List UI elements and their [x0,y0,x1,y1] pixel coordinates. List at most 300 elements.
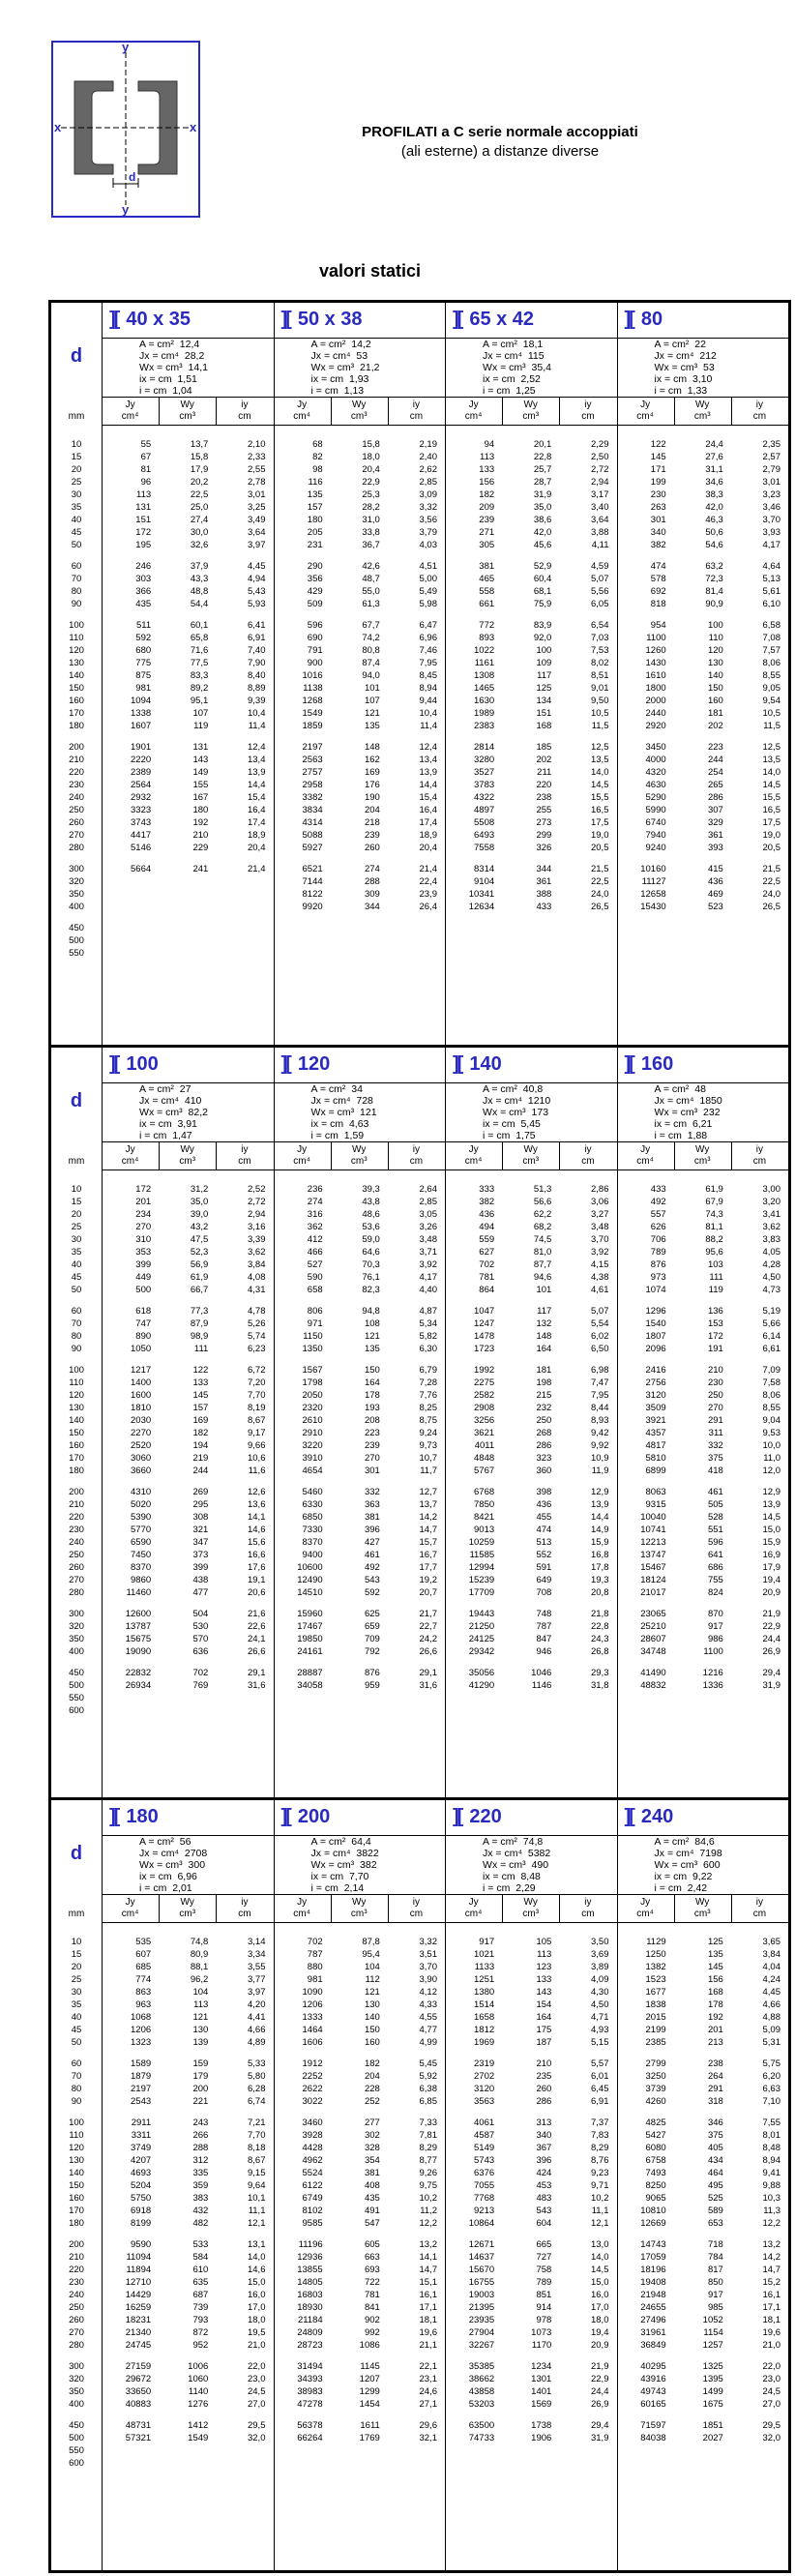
table-row [617,1196,789,1208]
col-header-symbol: Wy [180,400,194,410]
cell: 13,5 [590,755,609,765]
cell: 3,69 [590,1949,609,1960]
cell: 25,0 [190,502,209,513]
property-value: 2,29 [515,1882,536,1894]
cell: 3,62 [247,1247,266,1258]
cell: 5088 [302,830,323,841]
cell: 98,9 [190,1331,209,1342]
cell: 204 [364,805,380,815]
table-row [445,1692,617,1704]
profile-2 [445,303,618,1048]
table-row [445,560,617,573]
cell: 9,42 [590,1428,609,1438]
cell: 8,29 [590,2143,609,2153]
cell: 818 [650,599,666,609]
column-divider [216,1142,217,1170]
cell: 12,1 [590,2218,609,2229]
cell: 15,4 [419,792,437,803]
distance-value: 260 [69,1562,84,1573]
cell: 25,3 [362,489,380,500]
mm-label: mm [68,1156,85,1167]
cell: 7,28 [419,1377,437,1388]
cell: 47,5 [190,1234,209,1245]
table-row [102,720,274,732]
col-header-unit: cm [238,411,251,422]
cell: 92,0 [533,633,552,643]
cell: 88,2 [705,1234,723,1245]
cell: 3,70 [762,515,780,525]
cell: 266 [192,2130,209,2141]
property-value: 14,1 [188,362,208,373]
cell: 1100 [646,633,666,643]
col-header-symbol: Wy [180,1144,194,1155]
table-row [617,1330,789,1343]
table-row [445,1620,617,1633]
cell: 382 [479,1197,495,1207]
cell: 914 [536,2302,552,2313]
cell: 1540 [645,1318,666,1329]
table-row [274,501,446,514]
property-jx: Jx = cm⁴ 1210 [483,1095,551,1107]
static-values-table [48,300,791,2573]
profile-name [102,309,274,331]
cell: 817 [707,2265,723,2275]
table-row [445,1633,617,1645]
cell: 20,1 [533,439,552,450]
cell: 167 [192,792,209,803]
property-a: A = cm² 27 [139,1083,191,1095]
distance-value: 35 [71,1999,82,2010]
property-value: 2,42 [687,1882,708,1894]
cell: 2,94 [590,477,609,488]
cell: 4,94 [247,574,266,584]
cell: 461 [707,1487,723,1497]
col-header-wy [331,400,388,423]
table-row [102,1692,274,1704]
cell: 36849 [640,2340,666,2351]
cell: 627 [479,1247,495,1258]
distance-value: 250 [69,805,84,815]
cell: 136 [707,1306,723,1317]
property-value: 121 [360,1107,377,1118]
cell: 4587 [474,2130,495,2141]
cell: 17,7 [419,1562,437,1573]
cell: 323 [536,1453,552,1464]
cell: 13,7 [190,439,209,450]
cell: 9920 [302,902,323,912]
table-row [617,1414,789,1427]
cell: 10160 [640,864,666,874]
cell: 604 [536,2218,552,2229]
cell: 40295 [640,2361,666,2372]
table-row [445,922,617,934]
cell: 2270 [131,1428,152,1438]
table-row [617,1389,789,1402]
cell: 6,23 [247,1344,266,1354]
cell: 5390 [131,1512,152,1523]
table-row [445,2264,617,2276]
cell: 6,45 [590,2084,609,2094]
cell: 159 [192,2058,209,2069]
table-row [617,934,789,947]
cell: 94 [484,439,495,450]
table-row [102,573,274,585]
table-row [617,1973,789,1986]
cell: 2320 [302,1403,323,1413]
table-row [274,888,446,901]
cell: 5,00 [419,574,437,584]
table-row [102,1633,274,1645]
property-wx: Wx = cm³ 35,4 [483,362,551,373]
col-header-unit: cm³ [693,1909,711,1919]
cell: 87,4 [362,658,380,668]
table-row [445,2444,617,2457]
cell: 7,95 [590,1390,609,1401]
cell: 592 [364,1587,380,1598]
cell: 381 [479,561,495,572]
table-row [617,2205,789,2217]
property-wx: Wx = cm³ 21,2 [310,362,380,373]
cell: 61,3 [362,599,380,609]
cell: 326 [536,843,552,853]
distance-value: 180 [69,1466,84,1476]
cell: 14,1 [419,2252,437,2263]
table-row [617,2398,789,2411]
cell: 22,7 [419,1621,437,1632]
cell: 543 [536,2206,552,2216]
distance-value: 550 [69,948,84,959]
col-header-unit: cm⁴ [121,411,139,422]
cell: 24,1 [247,1634,266,1644]
cell: 31,8 [590,1680,609,1691]
cell: 15,0 [762,1525,780,1535]
cell: 210 [192,830,209,841]
table-row [445,1233,617,1246]
cell: 9065 [645,2193,666,2204]
cell: 15,6 [247,1537,266,1548]
cell: 303 [135,574,152,584]
property-i: i = cm 2,01 [139,1882,192,1894]
cell: 264 [707,2071,723,2082]
table-row [102,585,274,598]
cell: 76,1 [362,1272,380,1283]
property-value: 6,21 [692,1118,713,1130]
cell: 793 [192,2315,209,2325]
col-header-symbol: Wy [352,1897,367,1908]
cell: 3921 [645,1415,666,1426]
table-row [102,2167,274,2179]
col-header-iy [388,1897,445,1920]
cell: 5,75 [762,2058,780,2069]
cell: 27496 [640,2315,666,2325]
cell: 5664 [131,864,152,874]
cell: 6590 [131,1537,152,1548]
cell: 8,75 [419,1415,437,1426]
table-row [445,2339,617,2352]
table-row [617,1452,789,1465]
table-row [102,1511,274,1524]
cell: 7144 [302,876,323,887]
cell: 16,1 [419,2290,437,2300]
property-value: 212 [699,350,717,362]
cell: 618 [135,1306,152,1317]
cell: 34058 [297,1680,323,1691]
cell: 7,53 [590,645,609,656]
col-header-iy [559,1144,616,1168]
cell: 219 [192,1453,209,1464]
table-row [274,2373,446,2385]
cell: 1276 [188,2399,209,2410]
cell: 9,41 [762,2168,780,2178]
cell: 466 [307,1247,323,1258]
cell: 7768 [474,2193,495,2204]
cell: 12,7 [419,1487,437,1497]
cell: 748 [536,1609,552,1619]
channel-pair-icon: ][ [453,309,462,330]
cell: 6,38 [419,2084,437,2094]
cell: 2563 [302,755,323,765]
col-header-symbol: Jy [468,400,479,410]
cell: 15,4 [247,792,266,803]
cell: 2416 [645,1365,666,1376]
cell: 11,1 [248,2206,266,2216]
cell: 973 [650,1272,666,1283]
distance-value: 150 [69,1428,84,1438]
table-row [102,901,274,913]
cell: 5,92 [419,2071,437,2082]
profile-0 [102,1048,275,1800]
cell: 156 [707,1974,723,1985]
table-row [445,1586,617,1599]
cell: 1257 [702,2340,723,2351]
cell: 164 [364,1377,380,1388]
cell: 193 [364,1403,380,1413]
table-row [617,947,789,960]
cell: 113 [136,489,152,500]
property-value: 1850 [699,1095,722,1107]
cell: 7850 [474,1499,495,1510]
distance-value: 230 [69,780,84,790]
cell: 1807 [645,1331,666,1342]
cell: 4320 [645,767,666,778]
table-row [445,1402,617,1414]
cell: 917 [707,2290,723,2300]
cell: 6,96 [419,633,437,643]
cell: 3,48 [590,1222,609,1232]
cell: 436 [536,1499,552,1510]
cell: 48832 [640,1680,666,1691]
table-row [445,2142,617,2154]
col-header-symbol: iy [241,400,249,410]
col-header-jy [102,1144,159,1168]
cell: 9,01 [590,683,609,694]
table-row [445,2276,617,2289]
distance-value: 100 [69,2117,84,2128]
cell: 6,47 [419,620,437,631]
col-header-unit: cm³ [522,1909,540,1919]
cell: 22,9 [362,477,380,488]
distance-value: 400 [69,1646,84,1657]
cell: 18196 [640,2265,666,2275]
property-a: A = cm² 56 [139,1836,191,1848]
cell: 3311 [131,2130,152,2141]
table-row [617,657,789,669]
cell: 7,37 [590,2117,609,2128]
cell: 494 [479,1222,495,1232]
cell: 19,5 [247,2327,266,2338]
cell: 433 [650,1184,666,1195]
table-row [445,1973,617,1986]
cell: 11127 [641,876,666,887]
table-row [274,2238,446,2251]
cell: 708 [536,1587,552,1598]
cell: 4,71 [590,2012,609,2023]
cell: 308 [192,1512,209,1523]
col-header-jy [274,400,331,423]
cell: 250 [707,1390,723,1401]
table-row [102,1973,274,1986]
cell: 74,5 [533,1234,552,1245]
table-row [617,2301,789,2314]
table-row [617,863,789,875]
cell: 792 [364,1646,380,1657]
cell: 210 [536,2058,552,2069]
cell: 9,92 [590,1440,609,1451]
cell: 985 [707,2302,723,2313]
table-row [617,1999,789,2011]
distance-value: 90 [71,2096,82,2107]
cell: 1658 [474,2012,495,2023]
cell: 309 [364,889,380,900]
table-row [617,741,789,754]
cell: 363 [364,1499,380,1510]
cell: 169 [192,1415,209,1426]
cell: 7,33 [419,2117,437,2128]
cell: 641 [707,1550,723,1560]
table-row [445,804,617,816]
cell: 14,1 [247,1512,266,1523]
table-row [445,1511,617,1524]
property-value: 410 [184,1095,202,1107]
cell: 95,1 [190,696,209,706]
cell: 474 [650,561,666,572]
cell: 3783 [474,780,495,790]
cell: 959 [364,1680,380,1691]
distance-column [51,303,103,1048]
table-section-2 [51,1048,788,1800]
table-row [102,2217,274,2230]
table-row [274,1221,446,1233]
cell: 2,55 [247,464,266,475]
cell: 56378 [297,2420,323,2431]
col-header-wy [674,1144,731,1168]
cell: 477 [192,1587,209,1598]
table-row [102,888,274,901]
cell: 2,57 [762,452,780,462]
cell: 6122 [302,2180,323,2191]
cell: 27,0 [247,2399,266,2410]
cell: 1879 [131,2071,152,2082]
cell: 168 [707,1987,723,1998]
column-divider [502,1895,503,1922]
cell: 1268 [302,696,323,706]
column-divider [731,1895,732,1922]
cell: 952 [192,2340,209,2351]
cell: 784 [707,2252,723,2263]
col-header-jy [617,400,674,423]
cell: 500 [135,1285,152,1295]
profile-header [617,1800,789,1836]
property-ix: ix = cm 6,96 [139,1871,197,1882]
table-row [274,476,446,489]
cell: 412 [307,1234,323,1245]
table-row [274,2444,446,2457]
cell: 596 [707,1537,723,1548]
cell: 19,2 [419,1575,437,1585]
cell: 2275 [474,1377,495,1388]
cell: 6850 [302,1512,323,1523]
table-row [617,2167,789,2179]
cell: 10,4 [247,708,266,719]
cell: 464 [707,2168,723,2178]
cell: 781 [479,1272,495,1283]
property-value: 2,01 [172,1882,192,1894]
cell: 5,74 [247,1331,266,1342]
title-line-2: (ali esterne) a distanze diverse [400,143,600,160]
cell: 2799 [645,2058,666,2069]
distance-value: 80 [71,2084,82,2094]
cell: 5,54 [590,1318,609,1329]
cell: 9213 [474,2206,495,2216]
col-header-unit: cm [238,1909,251,1919]
property-jx: Jx = cm⁴ 5382 [483,1848,551,1859]
cell: 60,1 [190,620,209,631]
cell: 21,1 [419,2340,437,2351]
cell: 1299 [359,2386,380,2397]
cell: 543 [364,1575,380,1585]
cell: 7,40 [247,645,266,656]
table-row [102,2289,274,2301]
cell: 15670 [468,2265,495,2275]
col-header-unit: cm⁴ [293,1909,310,1919]
property-value: 173 [531,1107,549,1118]
cell: 9,05 [762,683,780,694]
cell: 209 [479,502,495,513]
cell: 113 [480,452,495,462]
cell: 154 [536,1999,552,2010]
profile-header [617,1048,789,1083]
cell: 291 [707,1415,723,1426]
table-row [445,1486,617,1498]
profile-header [445,1048,617,1083]
col-header-symbol: Jy [125,1144,135,1155]
property-wx: Wx = cm³ 173 [483,1107,549,1118]
cell: 3,92 [419,1259,437,1270]
property-jx: Jx = cm⁴ 53 [310,350,368,362]
table-row [445,1524,617,1536]
cell: 1016 [302,670,323,681]
table-row [617,2095,789,2108]
cell: 10,5 [590,708,609,719]
cell: 18231 [125,2315,152,2325]
table-row [617,682,789,695]
cell: 94,8 [362,1306,380,1317]
cell: 24,0 [590,889,609,900]
cell: 1021 [474,1949,495,1960]
profile-size-label: 65 x 42 [469,309,535,330]
cell: 21948 [640,2290,666,2300]
cell: 28,2 [362,502,380,513]
